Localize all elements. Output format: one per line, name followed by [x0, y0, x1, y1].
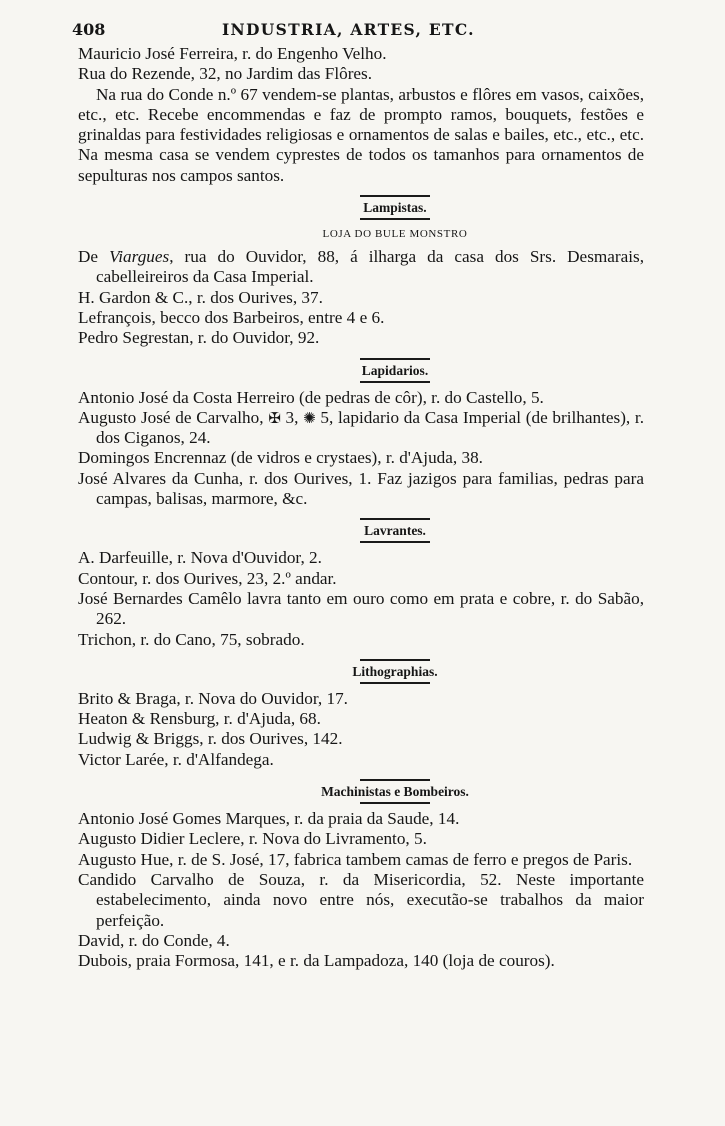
intro-entry: Rua do Rezende, 32, no Jardim das Flôres. — [78, 64, 373, 84]
directory-entry: Antonio José Gomes Marques, r. da praia da Saude, 14. — [78, 809, 460, 829]
section-rule — [360, 358, 430, 360]
directory-entry: Contour, r. dos Ourives, 23, 2.º andar. — [78, 568, 337, 588]
directory-entry: Candido Carvalho de Souza, r. da Misericordia, 52. Neste importante estabelecimento, ainda novo entre nós, executão-se trabalhos da maior perfeição. — [78, 869, 644, 930]
directory-entry: José Bernardes Camêlo lavra tanto em ouro como em prata e cobre, r. do Sabão, 262. — [78, 588, 644, 629]
directory-entry: Trichon, r. do Cano, 75, sobrado. — [78, 629, 305, 649]
intro-paragraph: Na rua do Conde n.º 67 vendem-se plantas, arbustos e flôres em vasos, caixões, etc., etc. Recebe encommendas e faz de prompto ramos, bouquets, festões e grinaldas para festividades religiosas e ornamentos de salas e bailes, etc., etc., etc. Na mesma casa se vendem cyprestes de todos os tamanhos para ornamentos de sepulturas nos campos santos. — [78, 84, 644, 185]
directory-entry: De Viargues, rua do Ouvidor, 88, á ilharga da casa dos Srs. Desmarais, cabelleireiros da Casa Imperial. — [78, 247, 644, 287]
page-header — [72, 18, 644, 40]
section-title: Lampistas. — [363, 200, 427, 216]
directory-entry: Augusto Didier Leclere, r. Nova do Livramento, 5. — [78, 829, 427, 849]
rose-order-icon: ✺ — [303, 408, 316, 427]
section-rule — [360, 802, 430, 804]
section-title: Lapidarios. — [361, 362, 429, 378]
page-number: 408 — [72, 20, 106, 39]
section-rule — [360, 195, 430, 197]
directory-entry: Antonio José da Costa Herreiro (de pedras de côr), r. do Castello, 5. — [78, 387, 544, 407]
section-rule — [360, 541, 430, 543]
directory-entry: H. Gardon & C., r. dos Ourives, 37. — [78, 287, 323, 307]
section-lampistas — [78, 195, 644, 348]
section-subtitle: LOJA DO BULE MONSTRO — [322, 228, 468, 241]
section-title: Machinistas e Bombeiros. — [321, 784, 469, 800]
entry-name: Viargues — [109, 247, 170, 267]
section-lavrantes — [78, 518, 644, 649]
directory-entry: Pedro Segrestan, r. do Ouvidor, 92. — [78, 328, 320, 348]
directory-entry: Dubois, praia Formosa, 141, e r. da Lampadoza, 140 (loja de couros). — [78, 951, 555, 971]
section-rule — [360, 518, 430, 520]
directory-entry: David, r. do Conde, 4. — [78, 930, 230, 950]
section-rule — [360, 381, 430, 383]
section-rule — [360, 659, 430, 661]
intro-entry: Mauricio José Ferreira, r. do Engenho Velho. — [78, 44, 387, 63]
directory-entry: José Alvares da Cunha, r. dos Ourives, 1. Faz jazigos para familias, pedras para campas, balisas, marmore, &c. — [78, 468, 644, 509]
section-lithographias — [78, 659, 644, 770]
directory-entry: Domingos Encrennaz (de vidros e crystaes), r. d'Ajuda, 38. — [78, 448, 483, 468]
directory-entry: Heaton & Rensburg, r. d'Ajuda, 68. — [78, 709, 321, 729]
section-rule — [360, 218, 430, 220]
directory-entry: Augusto Hue, r. de S. José, 17, fabrica tambem camas de ferro e pregos de Paris. — [78, 849, 633, 869]
cross-order-icon: ✠ — [268, 408, 281, 427]
running-title: INDUSTRIA, ARTES, ETC. — [222, 20, 475, 39]
directory-entry: Ludwig & Briggs, r. dos Ourives, 142. — [78, 729, 343, 749]
section-title: Lithographias. — [352, 663, 438, 679]
directory-content — [78, 44, 644, 971]
section-rule — [360, 779, 430, 781]
section-title: Lavrantes. — [364, 523, 426, 539]
directory-entry: Victor Larée, r. d'Alfandega. — [78, 749, 274, 769]
section-lapidarios — [78, 358, 644, 510]
section-machinistas — [78, 779, 644, 971]
directory-entry: Augusto José de Carvalho, ✠ 3, ✺ 5, lapidario da Casa Imperial (de brilhantes), r. dos Ciganos, 24. — [78, 407, 644, 448]
directory-entry: Lefrançois, becco dos Barbeiros, entre 4 e 6. — [78, 307, 385, 327]
directory-entry: Brito & Braga, r. Nova do Ouvidor, 17. — [78, 688, 348, 708]
directory-entry: A. Darfeuille, r. Nova d'Ouvidor, 2. — [78, 548, 322, 568]
section-rule — [360, 682, 430, 684]
